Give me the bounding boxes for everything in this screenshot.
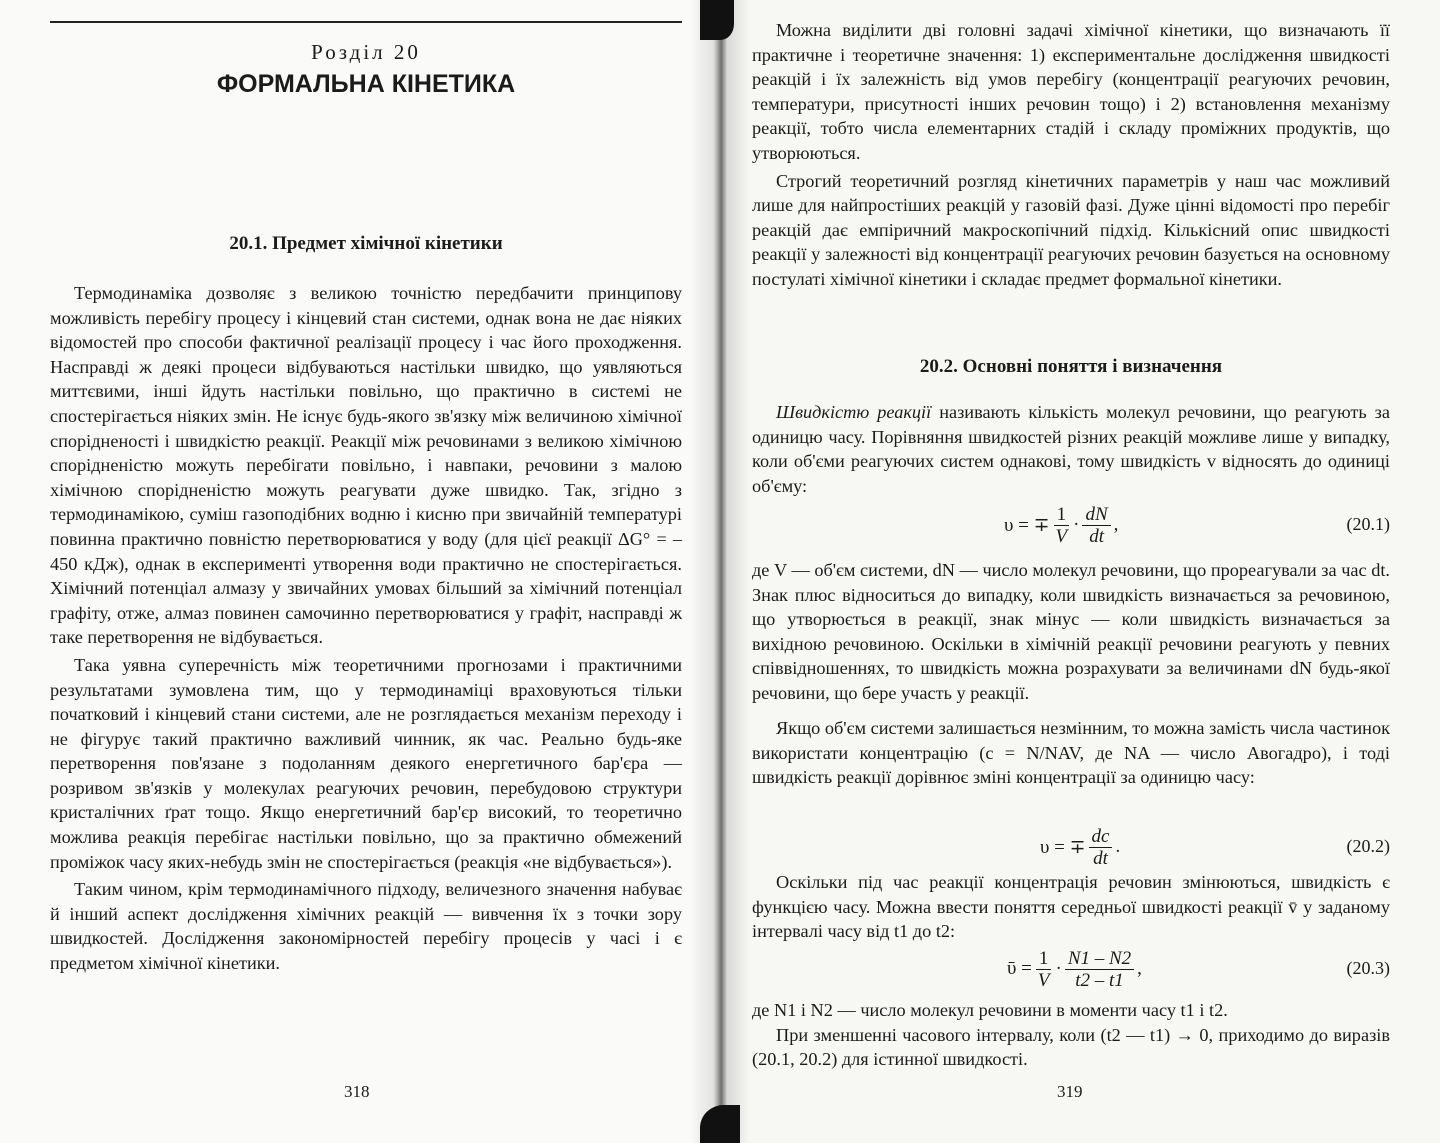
equation-20-2 bbox=[752, 822, 1390, 872]
gutter-shadow-top bbox=[700, 0, 734, 40]
numerator: dN bbox=[1082, 504, 1110, 526]
paragraph: де V — об'єм системи, dN — число молекул речовини, що прореагували за час dt. Знак плюс відноситься до випадку, коли швидкість визначається за речовиною, що утворюється в реакції, знак мінус — коли швидкість визначається за вихідною речовиною. Оскільки в хімічній реакції речовини реагують у певних співвідношеннях, то швидкість можна розрахувати за величинами dN будь-якої речовини, що бере участь у реакції. bbox=[752, 560, 1390, 703]
paragraph: При зменшенні часового інтервалу, коли (t2 — t1) → 0, приходимо до виразів (20.1, 20.2) для істинної швидкості. bbox=[752, 1024, 1390, 1070]
header-rule bbox=[50, 21, 682, 23]
definition-text: називають кількість молекул речовини, що реагують за одиницю часу. Порівняння швидкостей різних реакцій можливе лише у випадку, коли об'єми реагуючих систем однакові, тому швидкість v відносять до одиниці об'єму: bbox=[752, 402, 1390, 496]
paragraph: Якщо об'єм системи залишається незмінним, то можна замість числа частинок використати концентрацію (c = N/NAV, де NA — число Авогадро), і тоді швидкість реакції дорівнює зміні концентрації за одиницю часу: bbox=[752, 718, 1390, 788]
equation-number: (20.2) bbox=[1346, 836, 1390, 856]
fraction bbox=[1082, 504, 1110, 547]
paragraph: Можна виділити дві головні задачі хімічної кінетики, що визначають її практичне і теоретичне значення: 1) експериментальне дослідження швидкості реакцій і їх залежність від умов перебігу (концентрації реагуючих речовин, температури, присутності інших речовин тощо) і 2) встановлення механізму реакції, тобто числа елементарних стадій і складу проміжних продуктів, що утворюються. bbox=[752, 20, 1390, 163]
fraction bbox=[1089, 826, 1113, 869]
paragraph: Оскільки під час реакції концентрація речовин змінюються, швидкість є функцією часу. Можна ввести поняття середньої швидкості реакції v̄ у заданому інтервалі часу від t1 до t2: bbox=[752, 872, 1390, 942]
equation-tail: , bbox=[1113, 514, 1119, 535]
paragraph: Термодинаміка дозволяє з великою точністю передбачити принципову можливість перебігу процесу і кінцевий стан системи, однак вона не дає ніяких відомостей про способи фактичної реалізації процесу і час його проходження. Насправді ж деякі процеси відбуваються настільки швидко, що уявляються миттєвими, інші йдуть настільки повільно, що практично в системі не спостерігається ніяких змін. Не існує будь-якого зв'язку між величиною хімічної спорідненості і швидкістю реакції. Реакції між речовинами з великою хімічною спорідненістю можуть перебігати повільно, і навпаки, речовини з малою хімічною спорідненістю можуть реагувати дуже швидко. Так, згідно з термодинамікою, суміш газоподібних водню і кисню при звичайній температурі повинна практично повністю перетворюватися у воду (для цієї реакції ΔG° = – 450 кДж), однак в експерименті утворення води практично не спостерігається. Хімічний потенціал алмазу у звичайних умовах більший за хімічний потенціал графіту, отже, алмаз повинен самочинно перетворюватися у графіт, насправді ж таке перетворення не відбувається. bbox=[50, 283, 682, 648]
page-number-left: 318 bbox=[344, 1082, 370, 1101]
right-intro-text bbox=[752, 18, 1390, 292]
paragraph bbox=[752, 400, 1390, 498]
closing-paragraphs bbox=[752, 998, 1390, 1072]
denominator: V bbox=[1055, 525, 1068, 547]
section-heading-20-2: 20.2. Основні поняття і визначення bbox=[919, 356, 1223, 377]
denominator: dt bbox=[1093, 847, 1108, 869]
equation-lhs: ῡ = bbox=[1007, 958, 1032, 979]
numerator: N1 – N2 bbox=[1065, 948, 1134, 970]
equation-number: (20.1) bbox=[1346, 514, 1390, 534]
paragraph: де N1 і N2 — число молекул речовини в моменти часу t1 і t2. bbox=[752, 1000, 1228, 1020]
denominator: V bbox=[1037, 969, 1050, 991]
paragraph-after-eq1 bbox=[752, 558, 1390, 706]
numerator: dc bbox=[1089, 826, 1113, 848]
equation-20-1 bbox=[752, 500, 1390, 550]
numerator: 1 bbox=[1054, 504, 1070, 526]
defined-term: Швидкістю реакції bbox=[776, 402, 932, 422]
fraction bbox=[1053, 504, 1071, 547]
section-heading-20-1: 20.1. Предмет хімічної кінетики bbox=[229, 233, 503, 254]
equation-tail: . bbox=[1115, 836, 1121, 857]
equation-20-3 bbox=[752, 944, 1390, 994]
fraction bbox=[1065, 948, 1134, 991]
numerator: 1 bbox=[1036, 948, 1052, 970]
definition-paragraph bbox=[752, 400, 1390, 498]
paragraph: Строгий теоретичний розгляд кінетичних параметрів у наш час можливий лише для найпростіших реакцій у газовій фазі. Дуже цінні відомості про перебіг реакцій дає емпіричний макроскопічний підхід. Кількісний опис швидкості реакції у залежності від концентрації реагуючих речовин базується на основному постулаті хімічної кінетики і складає предмет формальної кінетики. bbox=[752, 170, 1390, 289]
left-body-text bbox=[50, 281, 682, 976]
equation-lhs: υ = ∓ bbox=[1004, 514, 1050, 536]
paragraph: Така уявна суперечність між теоретичними прогнозами і практичними результатами зумовлена тим, що у термодинаміці враховуються тільки початковий і кінцевий стани системи, але не розглядається механізм переходу і не фігурує такий практично важливий чинник, як час. Реально будь-яке перетворення пов'язане з подоланням деякого енергетичного бар'єра — розривом зв'язків у молекулах реагуючих речовин, перебудовою структури кристалічних ґрат тощо. Якщо енергетичний бар'єр високий, то теоретично можлива реакція перебігає настільки повільно, що за практично обмежений проміжок часу яких-небудь змін не спостерігається (реакція «не відбувається»). bbox=[50, 654, 682, 872]
denominator: dt bbox=[1089, 525, 1104, 547]
denominator: t2 – t1 bbox=[1075, 969, 1124, 991]
fraction bbox=[1035, 948, 1053, 991]
equation-tail: , bbox=[1137, 958, 1142, 979]
chapter-title: ФОРМАЛЬНА КІНЕТИКА bbox=[216, 70, 516, 98]
page-number-right: 319 bbox=[1057, 1082, 1083, 1101]
equation-number: (20.3) bbox=[1346, 958, 1390, 978]
paragraph: Таким чином, крім термодинамічного підходу, величезного значення набуває й інший аспект дослідження хімічних реакцій — вивчення їх з точки зору швидкостей. Дослідження закономірностей перебігу процесів у часі і є предметом хімічної кінетики. bbox=[50, 879, 682, 974]
chapter-label: Розділ 20 bbox=[311, 40, 421, 64]
multiply-dot: · bbox=[1055, 958, 1062, 979]
multiply-dot: · bbox=[1073, 514, 1080, 535]
mean-rate-paragraph bbox=[752, 870, 1390, 944]
equation-lhs: υ = ∓ bbox=[1040, 836, 1086, 858]
concentration-paragraph bbox=[752, 716, 1390, 790]
